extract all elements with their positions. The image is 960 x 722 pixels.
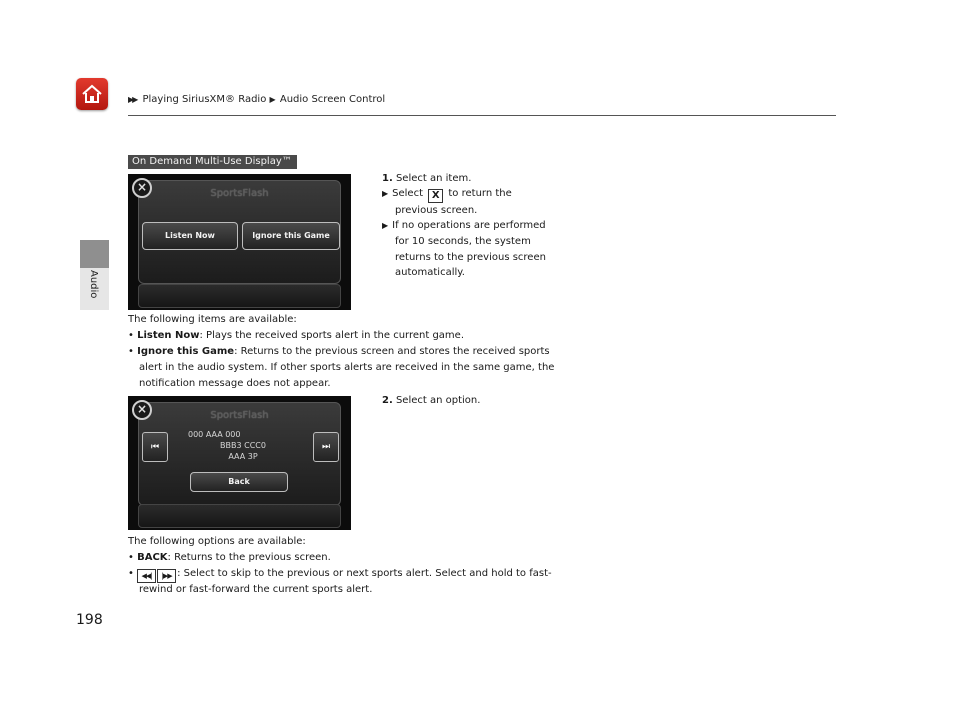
items-intro: The following items are available: <box>128 314 297 325</box>
alert-info-line: 000 AAA 000 <box>188 430 241 439</box>
bullet: • <box>128 330 134 341</box>
item-text: alert in the audio system. If other sports alerts are received in the same game, the <box>139 362 555 373</box>
breadcrumb-arrow-icon: ▶▶ <box>128 95 137 104</box>
item-term: Listen Now <box>137 330 200 341</box>
skip-forward-icon: |▶▶ <box>157 569 176 583</box>
sportsflash-options-screen <box>128 396 351 530</box>
home-icon[interactable] <box>76 78 108 110</box>
sub-text: returns to the previous screen <box>395 252 546 263</box>
sportsflash-screen <box>128 174 351 310</box>
breadcrumb-item[interactable]: Playing SiriusXM® Radio <box>142 94 267 105</box>
close-icon: × <box>132 400 152 420</box>
item-term: Ignore this Game <box>137 346 235 357</box>
screen-title: SportsFlash <box>210 410 269 421</box>
step-number: 2. <box>382 395 393 406</box>
header-rule <box>128 115 836 116</box>
step-text: Select an item. <box>395 173 472 184</box>
sub-text: If no operations are performed <box>392 220 546 231</box>
step-1 <box>382 171 471 186</box>
step-2 <box>382 393 480 408</box>
item-text: notification message does not appear. <box>139 378 331 389</box>
list-item <box>128 328 464 343</box>
sub-text: automatically. <box>395 267 465 278</box>
option-term: BACK <box>137 552 168 563</box>
skip-forward-icon: ⏭ <box>313 432 339 462</box>
side-tab-label: Audio <box>88 270 99 299</box>
list-item <box>128 550 331 565</box>
sub-text: Select <box>392 188 424 199</box>
sub-text: previous screen. <box>395 205 478 216</box>
section-label: On Demand Multi-Use Display™ <box>128 155 297 169</box>
breadcrumb-item[interactable]: Audio Screen Control <box>279 94 386 105</box>
side-tab-marker <box>80 240 109 268</box>
step-text: Select an option. <box>395 395 481 406</box>
page-number: 198 <box>76 612 103 628</box>
option-text: : Returns to the previous screen. <box>167 552 331 563</box>
house-icon <box>80 82 104 106</box>
list-item <box>128 344 550 359</box>
close-icon: × <box>132 178 152 198</box>
step-1-sub-1 <box>382 186 512 203</box>
step-number: 1. <box>382 173 393 184</box>
skip-back-icon: ◀◀| <box>137 569 156 583</box>
screen-bottom-bar <box>138 284 341 308</box>
listen-now-button: Listen Now <box>142 222 238 250</box>
sub-text: for 10 seconds, the system <box>395 236 531 247</box>
sub-arrow-icon: ▶ <box>382 221 389 230</box>
alert-info-line: BBB3 CCC0 <box>220 441 266 450</box>
breadcrumb-arrow-icon: ▶ <box>269 95 274 104</box>
bullet: • <box>128 568 134 579</box>
sub-arrow-icon: ▶ <box>382 189 389 198</box>
breadcrumb <box>128 94 385 105</box>
skip-back-icon: ⏮ <box>142 432 168 462</box>
alert-info-line: AAA 3P <box>228 452 258 461</box>
bullet: • <box>128 552 134 563</box>
item-text: : Returns to the previous screen and stores the received sports <box>234 346 550 357</box>
sub-text: to return the <box>448 188 512 199</box>
option-text: rewind or fast-forward the current sports alert. <box>139 584 373 595</box>
ignore-this-game-button: Ignore this Game <box>242 222 340 250</box>
screen-bottom-bar <box>138 504 341 528</box>
list-item <box>128 566 552 583</box>
close-button-icon: X <box>428 189 443 203</box>
back-button: Back <box>190 472 288 492</box>
bullet: • <box>128 346 134 357</box>
screen-title: SportsFlash <box>210 188 269 199</box>
item-text: : Plays the received sports alert in the current game. <box>199 330 465 341</box>
option-text: : Select to skip to the previous or next sports alert. Select and hold to fast- <box>177 568 552 579</box>
step-1-sub-2 <box>382 218 546 233</box>
options-intro: The following options are available: <box>128 536 306 547</box>
